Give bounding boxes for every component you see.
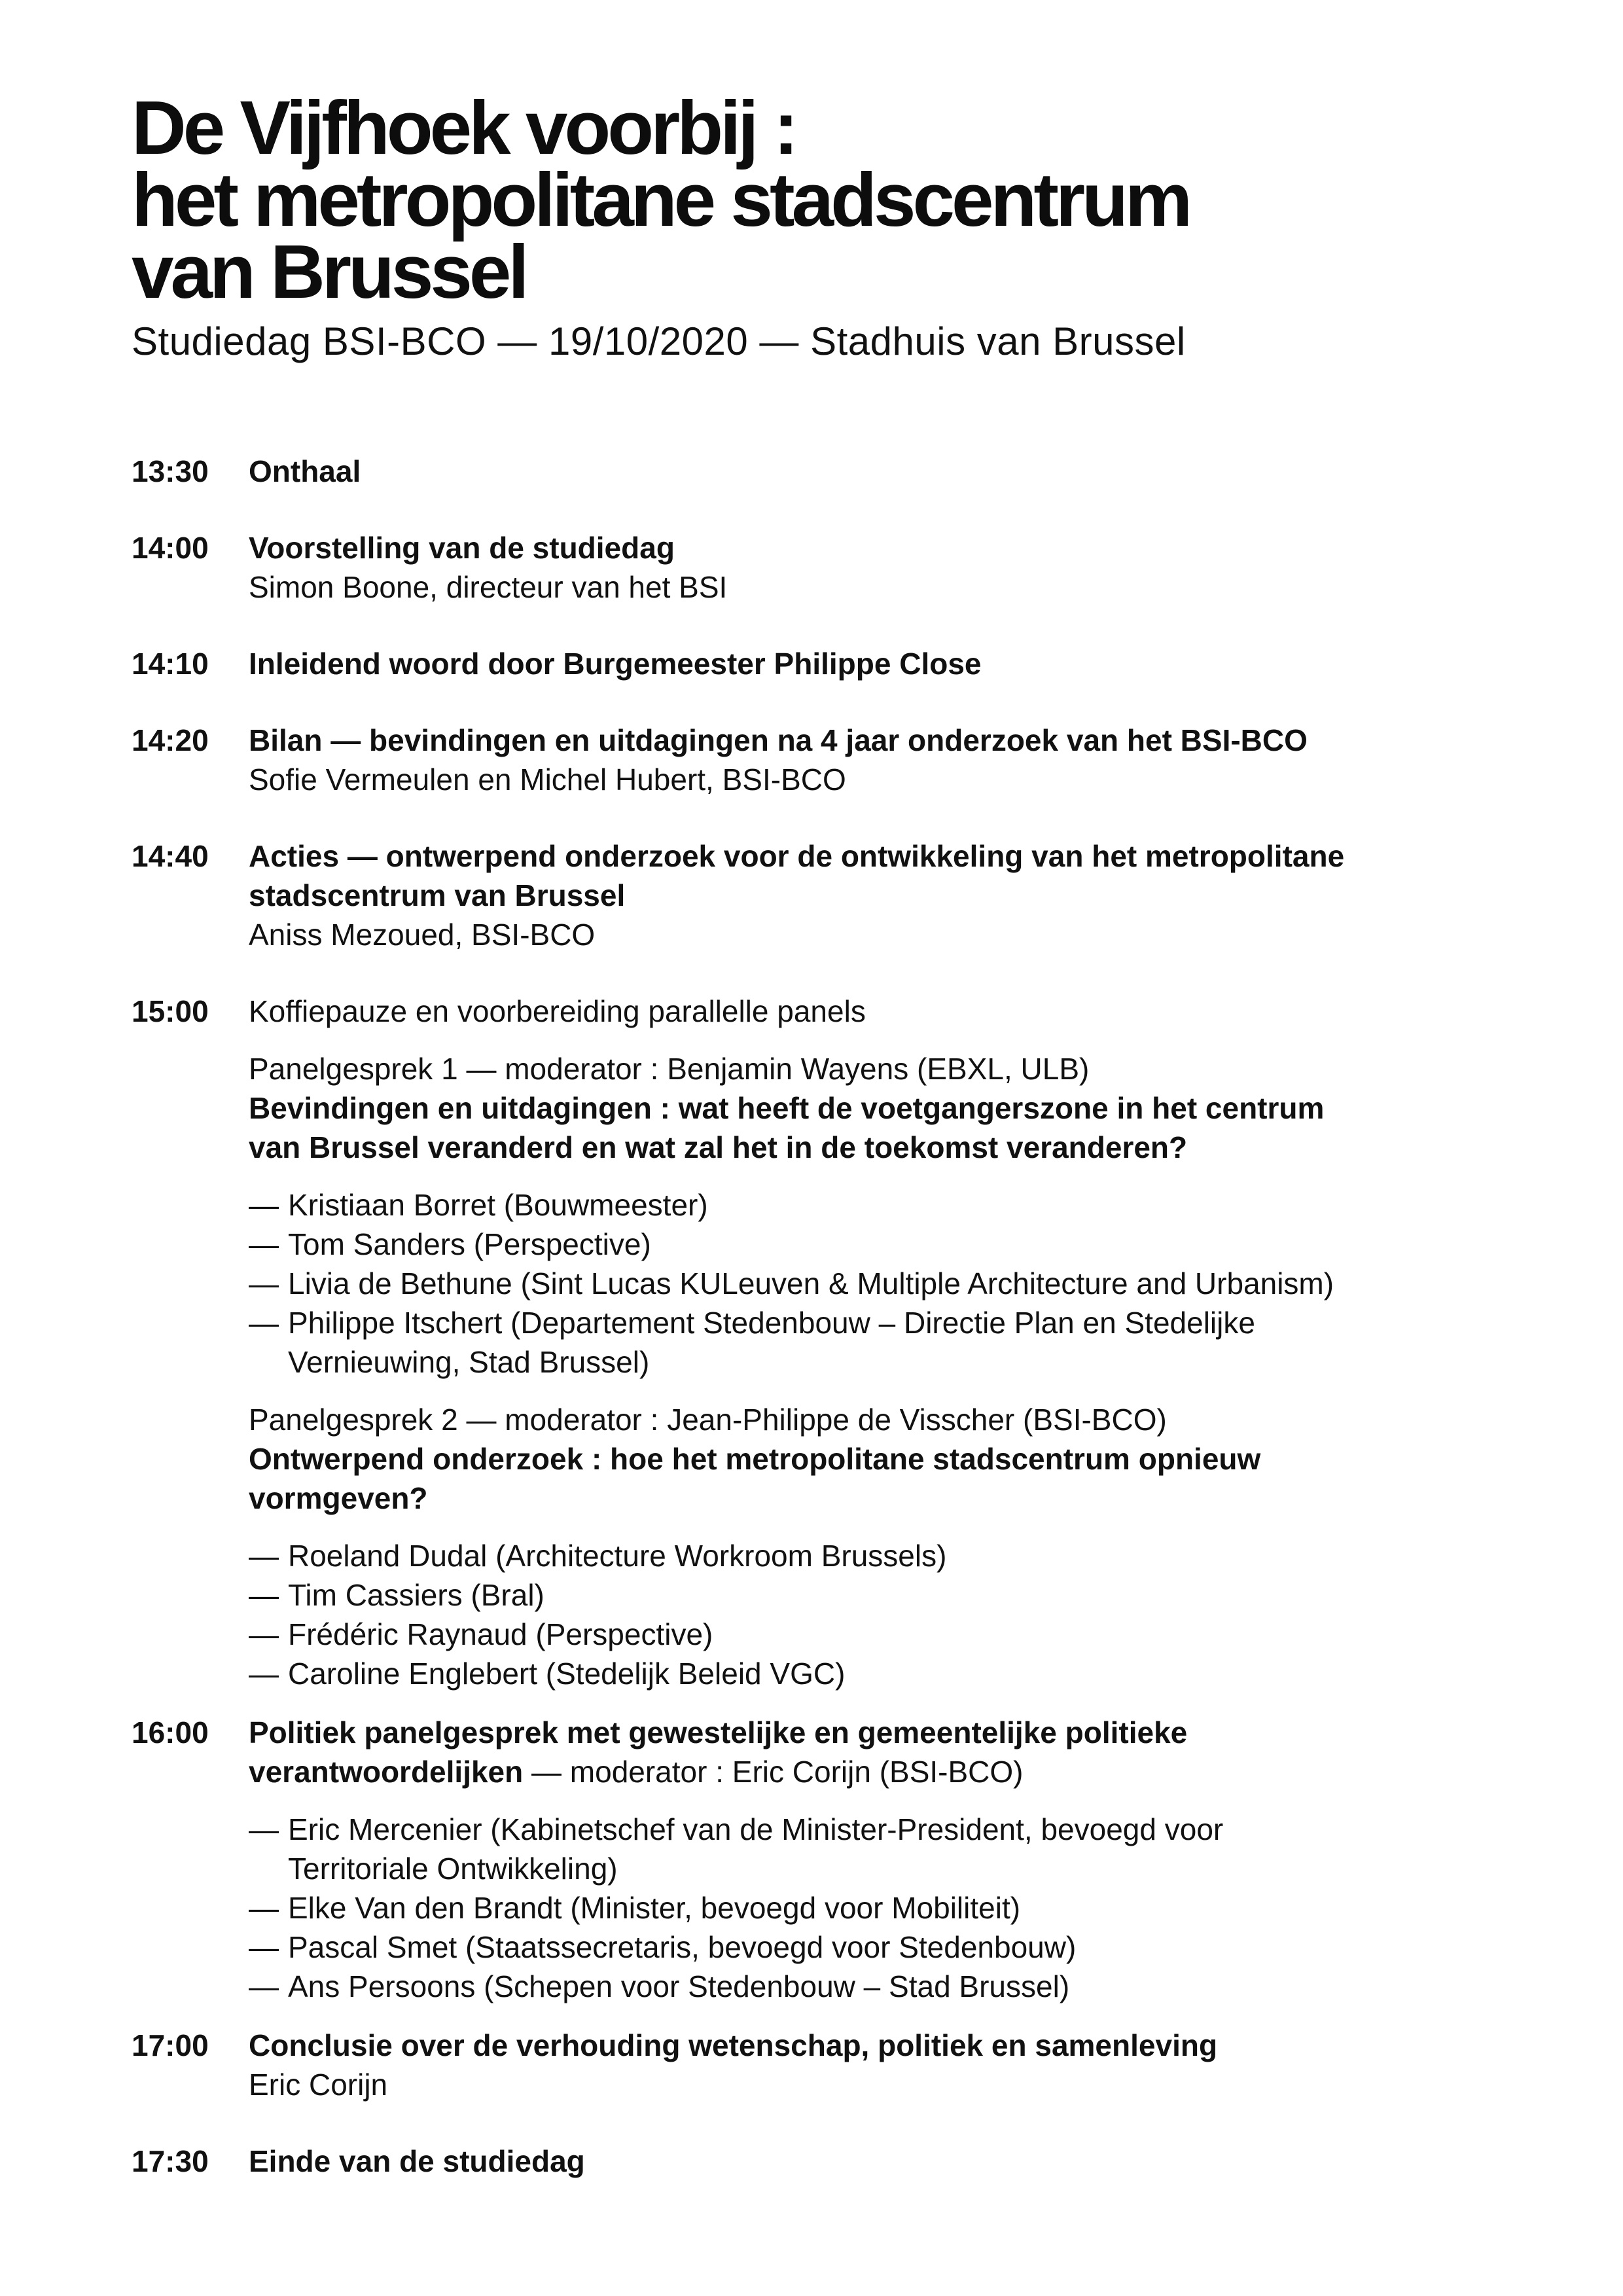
panel-member xyxy=(249,1264,1506,1303)
agenda-title: Koffiepauze en voorbereiding parallelle panels xyxy=(249,994,866,1028)
agenda-title: Einde van de studiedag xyxy=(249,2144,585,2178)
agenda-speaker: Sofie Vermeulen en Michel Hubert, BSI-BCO xyxy=(249,762,846,797)
agenda-item-1440 xyxy=(132,836,1506,954)
member-name: Tom Sanders (Perspective) xyxy=(288,1227,651,1261)
page-title xyxy=(132,85,1519,314)
title-line-2: het metropolitane stadscentrum xyxy=(132,157,1190,242)
dash: — xyxy=(249,1539,279,1573)
panel-heading: Panelgesprek 1 — moderator : Benjamin Wayens (EBXL, ULB) xyxy=(249,1052,1090,1086)
panel-members xyxy=(249,1536,1506,1693)
panel-member xyxy=(249,1185,1506,1225)
panel-member xyxy=(249,1888,1506,1928)
agenda-title-bold: verantwoordelijken xyxy=(249,1755,524,1789)
agenda-time: 17:00 xyxy=(132,2028,209,2062)
agenda-item-1400 xyxy=(132,528,1506,607)
dash: — xyxy=(249,1266,279,1300)
document-header xyxy=(132,85,1519,367)
member-name: Frédéric Raynaud (Perspective) xyxy=(288,1617,713,1651)
agenda-speaker: Simon Boone, directeur van het BSI xyxy=(249,570,728,604)
member-name-line: Territoriale Ontwikkeling) xyxy=(288,1852,618,1886)
dash: — xyxy=(249,1657,279,1691)
agenda-item-1330 xyxy=(132,452,1506,491)
agenda-item-1410 xyxy=(132,644,1506,683)
member-name-line: Vernieuwing, Stad Brussel) xyxy=(288,1345,650,1379)
agenda-title-line: Politiek panelgesprek met gewestelijke en gemeentelijke politieke xyxy=(249,1715,1188,1749)
agenda-item-1700 xyxy=(132,2026,1506,2104)
dash: — xyxy=(249,1227,279,1261)
dash: — xyxy=(249,1930,279,1964)
title-line-1: De Vijfhoek voorbij : xyxy=(132,85,796,170)
agenda-time: 14:10 xyxy=(132,647,209,681)
dash: — xyxy=(249,1306,279,1340)
agenda-time: 14:20 xyxy=(132,723,209,757)
agenda-title: Inleidend woord door Burgemeester Philippe Close xyxy=(249,647,982,681)
panel-member xyxy=(249,1654,1506,1693)
agenda-speaker: Eric Corijn xyxy=(249,2068,388,2102)
member-name: Kristiaan Borret (Bouwmeester) xyxy=(288,1188,708,1222)
agenda-item-1730 xyxy=(132,2142,1506,2181)
agenda-time: 15:00 xyxy=(132,994,209,1028)
agenda-time: 14:00 xyxy=(132,531,209,565)
panel-member xyxy=(249,1225,1506,1264)
agenda-time: 17:30 xyxy=(132,2144,209,2178)
panel-member xyxy=(249,1967,1506,2006)
agenda-title: Conclusie over de verhouding wetenschap, politiek en samenleving xyxy=(249,2028,1218,2062)
agenda-title: Bilan — bevindingen en uitdagingen na 4 jaar onderzoek van het BSI-BCO xyxy=(249,723,1308,757)
agenda-time: 13:30 xyxy=(132,454,209,488)
member-name: Caroline Englebert (Stedelijk Beleid VGC) xyxy=(288,1657,846,1691)
agenda-item-1500 xyxy=(132,992,1506,1693)
member-name-line: Eric Mercenier (Kabinetschef van de Minister-President, bevoegd voor xyxy=(288,1812,1224,1846)
member-name: Livia de Bethune (Sint Lucas KULeuven & Multiple Architecture and Urbanism) xyxy=(288,1266,1334,1300)
panel-member xyxy=(249,1928,1506,1967)
member-name: Tim Cassiers (Bral) xyxy=(288,1578,544,1612)
dash: — xyxy=(249,1969,279,2003)
title-line-3: van Brussel xyxy=(132,229,526,314)
panel-question-line: vormgeven? xyxy=(249,1481,428,1515)
dash: — xyxy=(249,1812,279,1846)
panel-member xyxy=(249,1303,1506,1382)
agenda xyxy=(132,452,1506,2218)
agenda-title: Onthaal xyxy=(249,454,361,488)
agenda-item-1600 xyxy=(132,1713,1506,2006)
panel-1 xyxy=(249,1049,1506,1382)
panel-member xyxy=(249,1575,1506,1615)
agenda-time: 16:00 xyxy=(132,1715,209,1749)
agenda-title-line: stadscentrum van Brussel xyxy=(249,878,626,912)
moderator-text: — moderator : Eric Corijn (BSI-BCO) xyxy=(523,1755,1024,1789)
agenda-title-line xyxy=(249,1752,1506,1791)
dash: — xyxy=(249,1617,279,1651)
member-name: Roeland Dudal (Architecture Workroom Brussels) xyxy=(288,1539,947,1573)
dash: — xyxy=(249,1188,279,1222)
panel-question-line: van Brussel veranderd en wat zal het in de toekomst veranderen? xyxy=(249,1130,1188,1164)
dash: — xyxy=(249,1891,279,1925)
panel-question-line: Ontwerpend onderzoek : hoe het metropolitane stadscentrum opnieuw xyxy=(249,1442,1261,1476)
panel-members xyxy=(249,1185,1506,1382)
panel-heading: Panelgesprek 2 — moderator : Jean-Philippe de Visscher (BSI-BCO) xyxy=(249,1403,1167,1437)
panel-member xyxy=(249,1810,1506,1888)
page-subtitle: Studiedag BSI-BCO — 19/10/2020 — Stadhuis van Brussel xyxy=(132,319,1186,363)
panel-question-line: Bevindingen en uitdagingen : wat heeft de voetgangerszone in het centrum xyxy=(249,1091,1325,1125)
panel-2 xyxy=(249,1400,1506,1693)
agenda-title: Voorstelling van de studiedag xyxy=(249,531,675,565)
agenda-time: 14:40 xyxy=(132,839,209,873)
panel-member xyxy=(249,1615,1506,1654)
member-name: Elke Van den Brandt (Minister, bevoegd voor Mobiliteit) xyxy=(288,1891,1021,1925)
agenda-speaker: Aniss Mezoued, BSI-BCO xyxy=(249,918,596,952)
member-name: Pascal Smet (Staatssecretaris, bevoegd voor Stedenbouw) xyxy=(288,1930,1077,1964)
agenda-title-line: Acties — ontwerpend onderzoek voor de ontwikkeling van het metropolitane xyxy=(249,839,1345,873)
member-name-line: Philippe Itschert (Departement Stedenbouw – Directie Plan en Stedelijke xyxy=(288,1306,1255,1340)
panel-members xyxy=(249,1810,1506,2006)
panel-member xyxy=(249,1536,1506,1575)
member-name: Ans Persoons (Schepen voor Stedenbouw – Stad Brussel) xyxy=(288,1969,1070,2003)
agenda-item-1420 xyxy=(132,721,1506,799)
dash: — xyxy=(249,1578,279,1612)
